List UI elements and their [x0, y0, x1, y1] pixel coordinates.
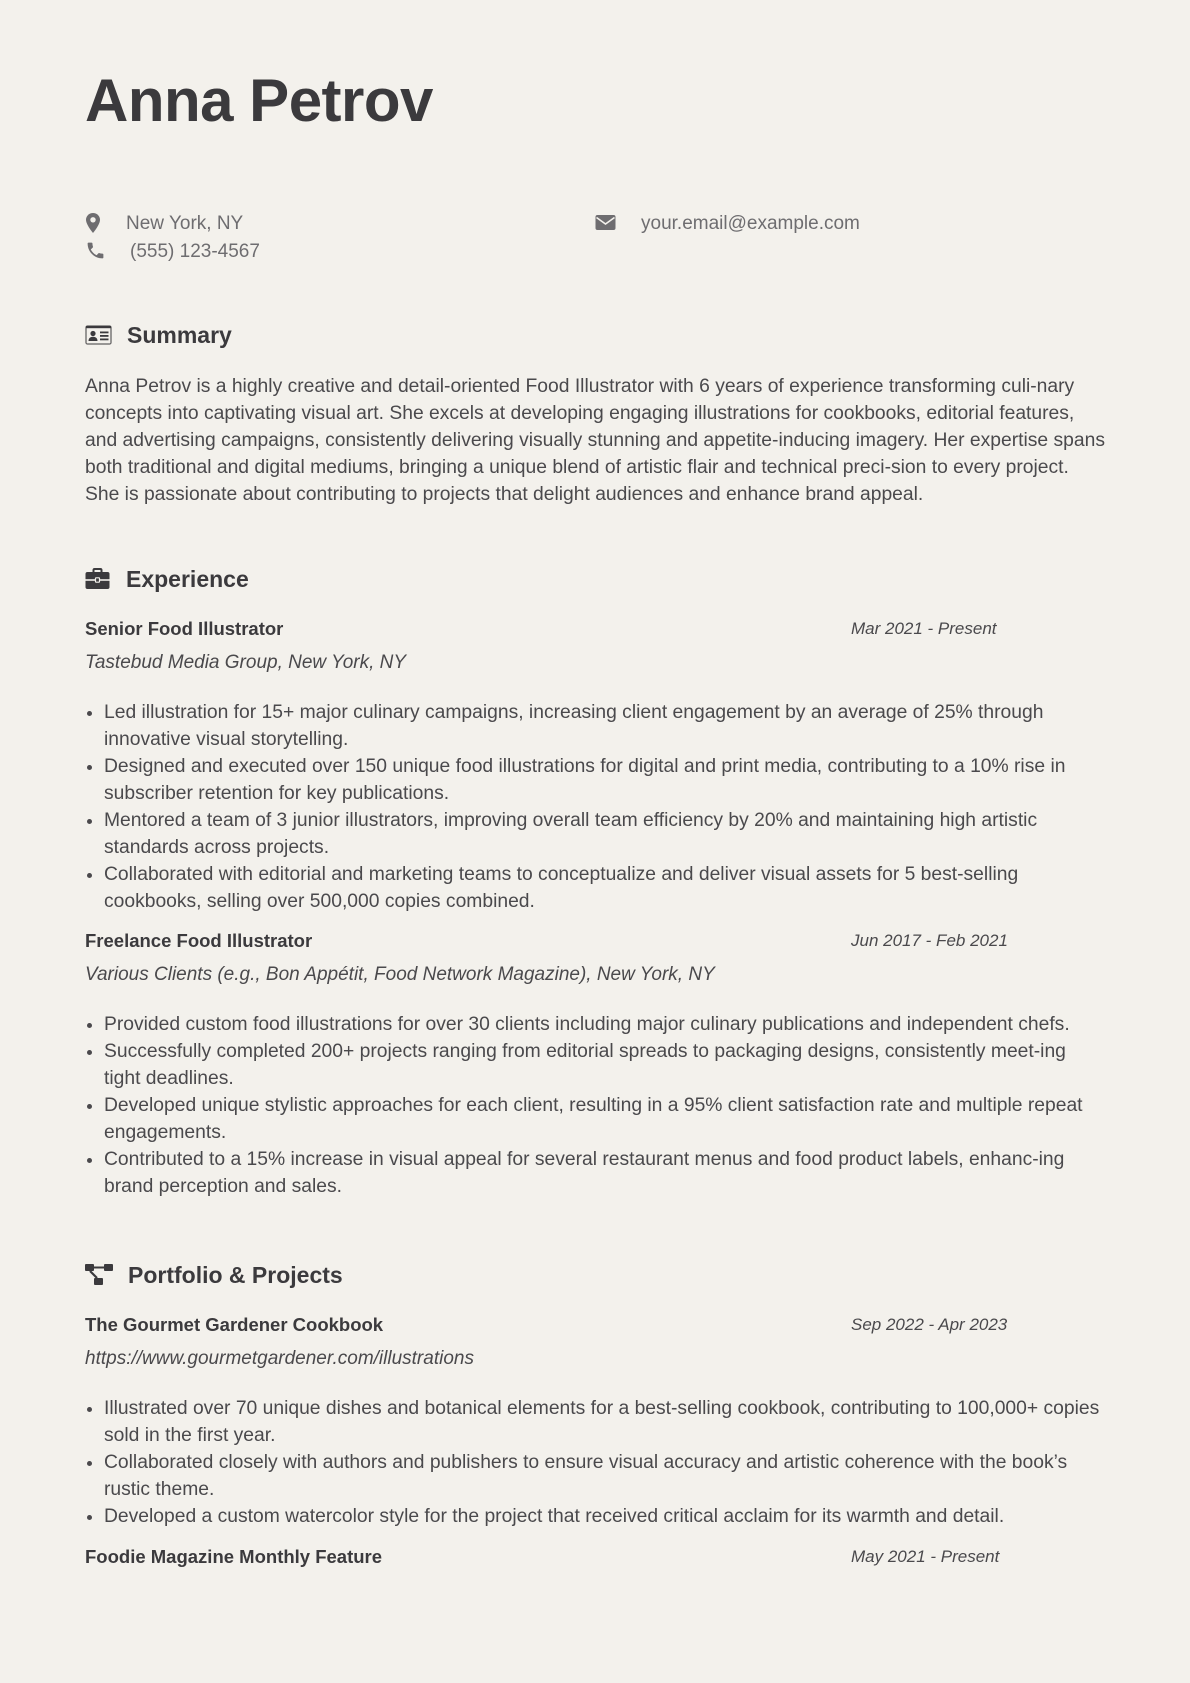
job-company: Various Clients (e.g., Bon Appétit, Food Network Magazine), New York, NY: [85, 964, 715, 985]
list-item: Contributed to a 15% increase in visual appeal for several restaurant menus and food product labels, enhanc-ing brand perception and sales.: [85, 1146, 1105, 1200]
section-heading-projects: [85, 1260, 343, 1290]
summary-heading: Summary: [127, 321, 232, 348]
project-date: Sep 2022 - Apr 2023: [851, 1315, 1008, 1334]
contact-phone: [85, 240, 385, 264]
email-text[interactable]: your.email@example.com: [641, 213, 860, 234]
project-date: May 2021 - Present: [851, 1547, 1000, 1566]
map-pin-icon: [85, 212, 105, 236]
phone-icon: [85, 240, 105, 264]
contact-email: [595, 212, 955, 236]
job-date: Mar 2021 - Present: [851, 619, 997, 638]
job-company: Tastebud Media Group, New York, NY: [85, 652, 407, 673]
project-link[interactable]: https://www.gourmetgardener.com/illustrations: [85, 1348, 474, 1369]
section-heading-experience: [85, 564, 249, 594]
project-bullet-list: [85, 1395, 1105, 1530]
location-text: New York, NY: [126, 213, 244, 234]
job-title: Freelance Food Illustrator: [85, 930, 313, 951]
list-item: Mentored a team of 3 junior illustrators, improving overall team efficiency by 20% and maintaining high artistic standards across projects.: [85, 807, 1105, 861]
list-item: Collaborated closely with authors and publishers to ensure visual accuracy and artistic coherence with the book’s rustic theme.: [85, 1449, 1105, 1503]
envelope-icon: [595, 212, 615, 236]
job-bullet-list: [85, 699, 1105, 915]
list-item: Designed and executed over 150 unique food illustrations for digital and print media, contributing to a 10% rise in subscriber retention for key publications.: [85, 753, 1105, 807]
id-card-icon: [85, 325, 127, 345]
list-item: Successfully completed 200+ projects ranging from editorial spreads to packaging designs, consistently meet-ing tight deadlines.: [85, 1038, 1105, 1092]
job-bullet-list: [85, 1011, 1105, 1200]
phone-text: (555) 123-4567: [130, 241, 260, 262]
list-item: Led illustration for 15+ major culinary campaigns, increasing client engagement by an average of 25% through innovative visual storytelling.: [85, 699, 1105, 753]
summary-text: Anna Petrov is a highly creative and detail-oriented Food Illustrator with 6 years of experience transforming culi-nary concepts into captivating visual art. She excels at developing engaging illustrations for cookbooks, editorial features, and advertising campaigns, consistently delivering visually stunning and appetite-inducing imagery. Her expertise spans both traditional and digital mediums, bringing a unique blend of artistic flair and technical preci-sion to every project. She is passionate about contributing to projects that delight audiences and enhance brand appeal.: [85, 376, 1105, 505]
list-item: Illustrated over 70 unique dishes and botanical elements for a best-selling cookbook, contributing to 100,000+ copies sold in the first year.: [85, 1395, 1105, 1449]
list-item: Developed unique stylistic approaches for each client, resulting in a 95% client satisfaction rate and multiple repeat engagements.: [85, 1092, 1105, 1146]
list-item: Collaborated with editorial and marketing teams to conceptualize and deliver visual assets for 5 best-selling cookbooks, selling over 500,000 copies combined.: [85, 861, 1105, 915]
resume-name: Anna Petrov: [85, 67, 433, 134]
list-item: Developed a custom watercolor style for the project that received critical acclaim for its warmth and detail.: [85, 1503, 1105, 1530]
job-title: Senior Food Illustrator: [85, 618, 284, 639]
job-date: Jun 2017 - Feb 2021: [851, 931, 1008, 950]
contact-location: [85, 212, 385, 236]
project-diagram-icon: [85, 1263, 128, 1287]
project-title: Foodie Magazine Monthly Feature: [85, 1546, 383, 1567]
projects-heading: Portfolio & Projects: [128, 1261, 343, 1288]
list-item: Provided custom food illustrations for over 30 clients including major culinary publications and independent chefs.: [85, 1011, 1105, 1038]
briefcase-icon: [85, 568, 126, 590]
experience-heading: Experience: [126, 565, 249, 592]
project-title: The Gourmet Gardener Cookbook: [85, 1314, 384, 1335]
section-heading-summary: [85, 320, 232, 350]
